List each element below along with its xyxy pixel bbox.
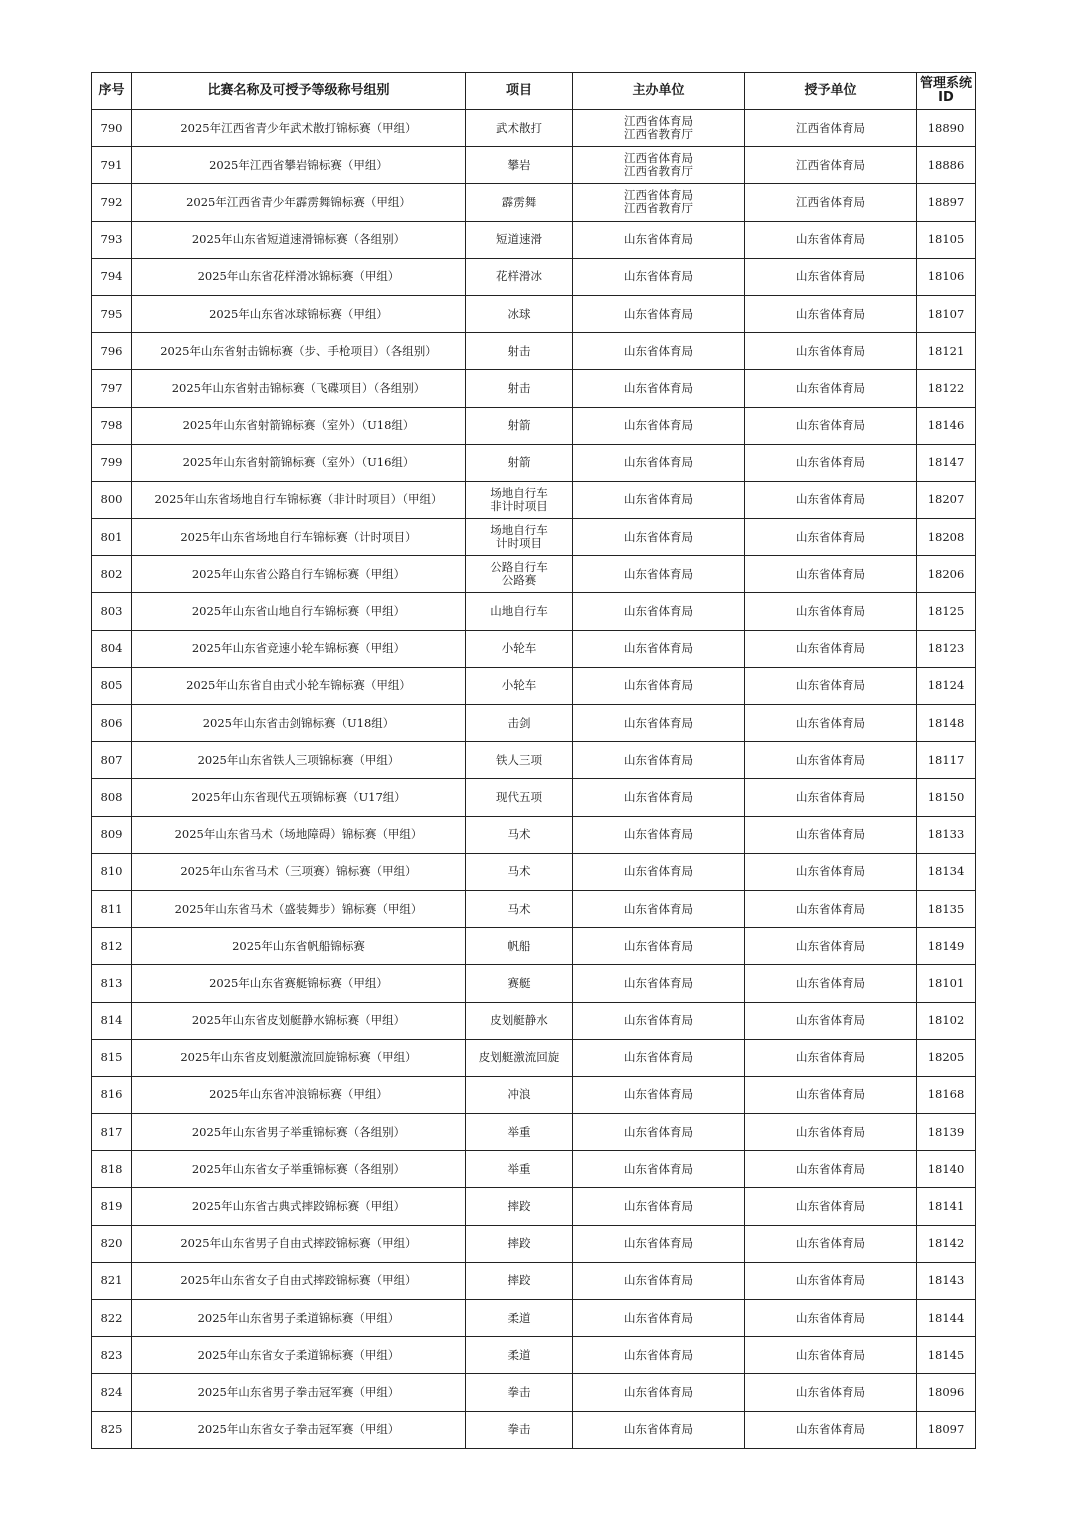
cell-event: 冲浪 xyxy=(466,1076,573,1113)
cell-competition-name: 2025年山东省射箭锦标赛（室外）（U18组） xyxy=(132,407,466,444)
cell-system-id: 18886 xyxy=(917,147,976,184)
cell-organizer: 山东省体育局 xyxy=(573,444,745,481)
cell-grantor: 山东省体育局 xyxy=(745,481,917,518)
cell-event: 射击 xyxy=(466,370,573,407)
cell-grantor: 山东省体育局 xyxy=(745,221,917,258)
cell-system-id: 18117 xyxy=(917,742,976,779)
header-event: 项目 xyxy=(466,73,573,110)
cell-grantor: 山东省体育局 xyxy=(745,742,917,779)
cell-event: 赛艇 xyxy=(466,965,573,1002)
table-row xyxy=(92,1337,976,1374)
cell-organizer: 山东省体育局 xyxy=(573,370,745,407)
cell-system-id: 18106 xyxy=(917,258,976,295)
cell-event: 场地自行车 非计时项目 xyxy=(466,481,573,518)
cell-system-id: 18122 xyxy=(917,370,976,407)
table-row xyxy=(92,333,976,370)
table-row xyxy=(92,1225,976,1262)
cell-grantor: 山东省体育局 xyxy=(745,1225,917,1262)
cell-event: 公路自行车 公路赛 xyxy=(466,556,573,593)
cell-grantor: 山东省体育局 xyxy=(745,370,917,407)
cell-event: 击剑 xyxy=(466,705,573,742)
cell-index: 819 xyxy=(92,1188,132,1225)
table-row xyxy=(92,519,976,556)
cell-competition-name: 2025年山东省马术（三项赛）锦标赛（甲组） xyxy=(132,853,466,890)
table-row xyxy=(92,928,976,965)
cell-system-id: 18134 xyxy=(917,853,976,890)
cell-system-id: 18146 xyxy=(917,407,976,444)
cell-grantor: 山东省体育局 xyxy=(745,705,917,742)
cell-grantor: 山东省体育局 xyxy=(745,630,917,667)
cell-index: 824 xyxy=(92,1374,132,1411)
cell-grantor: 山东省体育局 xyxy=(745,1039,917,1076)
cell-organizer: 江西省体育局 江西省教育厅 xyxy=(573,147,745,184)
table-row xyxy=(92,890,976,927)
cell-competition-name: 2025年山东省击剑锦标赛（U18组） xyxy=(132,705,466,742)
cell-competition-name: 2025年山东省山地自行车锦标赛（甲组） xyxy=(132,593,466,630)
cell-index: 791 xyxy=(92,147,132,184)
cell-grantor: 山东省体育局 xyxy=(745,1374,917,1411)
cell-event: 举重 xyxy=(466,1114,573,1151)
cell-system-id: 18107 xyxy=(917,295,976,332)
cell-organizer: 山东省体育局 xyxy=(573,928,745,965)
cell-system-id: 18207 xyxy=(917,481,976,518)
cell-index: 807 xyxy=(92,742,132,779)
cell-event: 小轮车 xyxy=(466,630,573,667)
cell-organizer: 山东省体育局 xyxy=(573,1262,745,1299)
cell-system-id: 18168 xyxy=(917,1076,976,1113)
table-row xyxy=(92,295,976,332)
cell-index: 815 xyxy=(92,1039,132,1076)
cell-grantor: 山东省体育局 xyxy=(745,444,917,481)
cell-competition-name: 2025年山东省自由式小轮车锦标赛（甲组） xyxy=(132,667,466,704)
table-row xyxy=(92,1151,976,1188)
cell-organizer: 山东省体育局 xyxy=(573,1300,745,1337)
table-row xyxy=(92,853,976,890)
header-index: 序号 xyxy=(92,73,132,110)
table-row xyxy=(92,258,976,295)
cell-index: 822 xyxy=(92,1300,132,1337)
cell-grantor: 山东省体育局 xyxy=(745,333,917,370)
cell-grantor: 山东省体育局 xyxy=(745,258,917,295)
cell-system-id: 18150 xyxy=(917,779,976,816)
cell-competition-name: 2025年山东省女子柔道锦标赛（甲组） xyxy=(132,1337,466,1374)
table-row xyxy=(92,667,976,704)
cell-index: 797 xyxy=(92,370,132,407)
cell-index: 812 xyxy=(92,928,132,965)
cell-competition-name: 2025年山东省赛艇锦标赛（甲组） xyxy=(132,965,466,1002)
cell-organizer: 山东省体育局 xyxy=(573,1411,745,1448)
cell-organizer: 山东省体育局 xyxy=(573,1374,745,1411)
cell-index: 809 xyxy=(92,816,132,853)
cell-grantor: 山东省体育局 xyxy=(745,1262,917,1299)
cell-competition-name: 2025年山东省铁人三项锦标赛（甲组） xyxy=(132,742,466,779)
cell-system-id: 18105 xyxy=(917,221,976,258)
cell-event: 帆船 xyxy=(466,928,573,965)
cell-organizer: 山东省体育局 xyxy=(573,593,745,630)
cell-competition-name: 2025年山东省马术（场地障碍）锦标赛（甲组） xyxy=(132,816,466,853)
cell-event: 场地自行车 计时项目 xyxy=(466,519,573,556)
cell-grantor: 山东省体育局 xyxy=(745,667,917,704)
cell-competition-name: 2025年山东省男子拳击冠军赛（甲组） xyxy=(132,1374,466,1411)
cell-system-id: 18208 xyxy=(917,519,976,556)
cell-grantor: 山东省体育局 xyxy=(745,1300,917,1337)
table-row xyxy=(92,1039,976,1076)
cell-grantor: 山东省体育局 xyxy=(745,1076,917,1113)
table-row xyxy=(92,1374,976,1411)
cell-event: 霹雳舞 xyxy=(466,184,573,221)
cell-index: 823 xyxy=(92,1337,132,1374)
table-row xyxy=(92,221,976,258)
cell-system-id: 18140 xyxy=(917,1151,976,1188)
table-row xyxy=(92,1188,976,1225)
cell-organizer: 江西省体育局 江西省教育厅 xyxy=(573,184,745,221)
cell-event: 柔道 xyxy=(466,1337,573,1374)
table-header xyxy=(92,73,976,110)
cell-organizer: 山东省体育局 xyxy=(573,1151,745,1188)
table-row xyxy=(92,630,976,667)
cell-competition-name: 2025年山东省皮划艇静水锦标赛（甲组） xyxy=(132,1002,466,1039)
table-row xyxy=(92,779,976,816)
cell-system-id: 18139 xyxy=(917,1114,976,1151)
table-row xyxy=(92,1262,976,1299)
cell-index: 793 xyxy=(92,221,132,258)
table-row xyxy=(92,1002,976,1039)
cell-event: 现代五项 xyxy=(466,779,573,816)
cell-system-id: 18123 xyxy=(917,630,976,667)
cell-competition-name: 2025年山东省现代五项锦标赛（U17组） xyxy=(132,779,466,816)
table-row xyxy=(92,1411,976,1448)
cell-index: 816 xyxy=(92,1076,132,1113)
cell-grantor: 山东省体育局 xyxy=(745,519,917,556)
cell-organizer: 山东省体育局 xyxy=(573,705,745,742)
cell-grantor: 山东省体育局 xyxy=(745,1114,917,1151)
cell-organizer: 山东省体育局 xyxy=(573,1076,745,1113)
cell-grantor: 山东省体育局 xyxy=(745,779,917,816)
cell-competition-name: 2025年江西省青少年霹雳舞锦标赛（甲组） xyxy=(132,184,466,221)
table-row xyxy=(92,1114,976,1151)
cell-system-id: 18141 xyxy=(917,1188,976,1225)
cell-competition-name: 2025年山东省场地自行车锦标赛（计时项目） xyxy=(132,519,466,556)
cell-system-id: 18890 xyxy=(917,110,976,147)
cell-index: 798 xyxy=(92,407,132,444)
cell-index: 794 xyxy=(92,258,132,295)
cell-index: 801 xyxy=(92,519,132,556)
header-grantor: 授予单位 xyxy=(745,73,917,110)
cell-system-id: 18149 xyxy=(917,928,976,965)
cell-system-id: 18125 xyxy=(917,593,976,630)
table-row xyxy=(92,147,976,184)
table-row xyxy=(92,481,976,518)
cell-grantor: 山东省体育局 xyxy=(745,965,917,1002)
cell-competition-name: 2025年山东省公路自行车锦标赛（甲组） xyxy=(132,556,466,593)
cell-competition-name: 2025年山东省射箭锦标赛（室外）（U16组） xyxy=(132,444,466,481)
cell-organizer: 山东省体育局 xyxy=(573,1337,745,1374)
cell-system-id: 18205 xyxy=(917,1039,976,1076)
cell-organizer: 山东省体育局 xyxy=(573,1039,745,1076)
cell-competition-name: 2025年江西省青少年武术散打锦标赛（甲组） xyxy=(132,110,466,147)
cell-event: 射击 xyxy=(466,333,573,370)
cell-grantor: 山东省体育局 xyxy=(745,1411,917,1448)
cell-competition-name: 2025年山东省花样滑冰锦标赛（甲组） xyxy=(132,258,466,295)
cell-organizer: 山东省体育局 xyxy=(573,816,745,853)
cell-grantor: 山东省体育局 xyxy=(745,1337,917,1374)
cell-competition-name: 2025年山东省冲浪锦标赛（甲组） xyxy=(132,1076,466,1113)
cell-system-id: 18148 xyxy=(917,705,976,742)
cell-index: 799 xyxy=(92,444,132,481)
table-row xyxy=(92,407,976,444)
cell-competition-name: 2025年山东省女子举重锦标赛（各组别） xyxy=(132,1151,466,1188)
cell-system-id: 18144 xyxy=(917,1300,976,1337)
cell-competition-name: 2025年山东省男子自由式摔跤锦标赛（甲组） xyxy=(132,1225,466,1262)
cell-event: 射箭 xyxy=(466,407,573,444)
cell-competition-name: 2025年江西省攀岩锦标赛（甲组） xyxy=(132,147,466,184)
header-organizer: 主办单位 xyxy=(573,73,745,110)
cell-grantor: 江西省体育局 xyxy=(745,110,917,147)
cell-competition-name: 2025年山东省女子自由式摔跤锦标赛（甲组） xyxy=(132,1262,466,1299)
cell-system-id: 18142 xyxy=(917,1225,976,1262)
cell-organizer: 山东省体育局 xyxy=(573,1188,745,1225)
cell-event: 冰球 xyxy=(466,295,573,332)
cell-event: 攀岩 xyxy=(466,147,573,184)
cell-organizer: 山东省体育局 xyxy=(573,221,745,258)
cell-organizer: 山东省体育局 xyxy=(573,965,745,1002)
table-row xyxy=(92,816,976,853)
header-system-id: 管理系统 ID xyxy=(917,73,976,110)
cell-competition-name: 2025年山东省男子柔道锦标赛（甲组） xyxy=(132,1300,466,1337)
cell-grantor: 山东省体育局 xyxy=(745,853,917,890)
cell-index: 818 xyxy=(92,1151,132,1188)
cell-competition-name: 2025年山东省帆船锦标赛 xyxy=(132,928,466,965)
cell-organizer: 山东省体育局 xyxy=(573,1225,745,1262)
cell-event: 拳击 xyxy=(466,1411,573,1448)
table-row xyxy=(92,110,976,147)
cell-event: 花样滑冰 xyxy=(466,258,573,295)
header-competition-name: 比赛名称及可授予等级称号组别 xyxy=(132,73,466,110)
cell-competition-name: 2025年山东省冰球锦标赛（甲组） xyxy=(132,295,466,332)
cell-index: 790 xyxy=(92,110,132,147)
cell-organizer: 山东省体育局 xyxy=(573,630,745,667)
cell-organizer: 山东省体育局 xyxy=(573,890,745,927)
cell-grantor: 山东省体育局 xyxy=(745,890,917,927)
cell-organizer: 山东省体育局 xyxy=(573,1002,745,1039)
cell-organizer: 山东省体育局 xyxy=(573,295,745,332)
cell-organizer: 山东省体育局 xyxy=(573,853,745,890)
cell-competition-name: 2025年山东省场地自行车锦标赛（非计时项目）（甲组） xyxy=(132,481,466,518)
cell-event: 摔跤 xyxy=(466,1262,573,1299)
cell-competition-name: 2025年山东省古典式摔跤锦标赛（甲组） xyxy=(132,1188,466,1225)
table-row xyxy=(92,965,976,1002)
cell-competition-name: 2025年山东省短道速滑锦标赛（各组别） xyxy=(132,221,466,258)
cell-event: 短道速滑 xyxy=(466,221,573,258)
cell-index: 808 xyxy=(92,779,132,816)
cell-organizer: 山东省体育局 xyxy=(573,519,745,556)
table-row xyxy=(92,742,976,779)
cell-system-id: 18102 xyxy=(917,1002,976,1039)
cell-system-id: 18206 xyxy=(917,556,976,593)
cell-system-id: 18121 xyxy=(917,333,976,370)
cell-system-id: 18143 xyxy=(917,1262,976,1299)
cell-grantor: 江西省体育局 xyxy=(745,147,917,184)
cell-index: 814 xyxy=(92,1002,132,1039)
cell-grantor: 山东省体育局 xyxy=(745,593,917,630)
cell-event: 拳击 xyxy=(466,1374,573,1411)
cell-grantor: 山东省体育局 xyxy=(745,928,917,965)
cell-grantor: 山东省体育局 xyxy=(745,556,917,593)
cell-system-id: 18145 xyxy=(917,1337,976,1374)
cell-system-id: 18101 xyxy=(917,965,976,1002)
cell-event: 皮划艇激流回旋 xyxy=(466,1039,573,1076)
table-row xyxy=(92,444,976,481)
cell-index: 803 xyxy=(92,593,132,630)
cell-system-id: 18147 xyxy=(917,444,976,481)
cell-index: 813 xyxy=(92,965,132,1002)
cell-organizer: 山东省体育局 xyxy=(573,779,745,816)
cell-event: 摔跤 xyxy=(466,1225,573,1262)
cell-competition-name: 2025年山东省竞速小轮车锦标赛（甲组） xyxy=(132,630,466,667)
cell-grantor: 山东省体育局 xyxy=(745,1002,917,1039)
cell-competition-name: 2025年山东省皮划艇激流回旋锦标赛（甲组） xyxy=(132,1039,466,1076)
cell-competition-name: 2025年山东省射击锦标赛（飞碟项目）（各组别） xyxy=(132,370,466,407)
cell-event: 铁人三项 xyxy=(466,742,573,779)
cell-system-id: 18135 xyxy=(917,890,976,927)
cell-index: 802 xyxy=(92,556,132,593)
cell-grantor: 山东省体育局 xyxy=(745,1188,917,1225)
cell-event: 摔跤 xyxy=(466,1188,573,1225)
cell-competition-name: 2025年山东省马术（盛装舞步）锦标赛（甲组） xyxy=(132,890,466,927)
cell-index: 804 xyxy=(92,630,132,667)
cell-grantor: 山东省体育局 xyxy=(745,816,917,853)
cell-grantor: 山东省体育局 xyxy=(745,1151,917,1188)
cell-event: 马术 xyxy=(466,890,573,927)
cell-event: 柔道 xyxy=(466,1300,573,1337)
cell-organizer: 山东省体育局 xyxy=(573,556,745,593)
cell-event: 山地自行车 xyxy=(466,593,573,630)
cell-index: 805 xyxy=(92,667,132,704)
cell-index: 821 xyxy=(92,1262,132,1299)
table-body xyxy=(92,110,976,1449)
cell-organizer: 山东省体育局 xyxy=(573,333,745,370)
cell-grantor: 山东省体育局 xyxy=(745,407,917,444)
cell-organizer: 江西省体育局 江西省教育厅 xyxy=(573,110,745,147)
table-row xyxy=(92,556,976,593)
cell-index: 795 xyxy=(92,295,132,332)
cell-organizer: 山东省体育局 xyxy=(573,407,745,444)
competition-table xyxy=(91,72,976,1449)
cell-event: 武术散打 xyxy=(466,110,573,147)
cell-event: 射箭 xyxy=(466,444,573,481)
cell-system-id: 18097 xyxy=(917,1411,976,1448)
cell-organizer: 山东省体育局 xyxy=(573,742,745,779)
cell-index: 825 xyxy=(92,1411,132,1448)
cell-system-id: 18124 xyxy=(917,667,976,704)
cell-organizer: 山东省体育局 xyxy=(573,481,745,518)
header-row xyxy=(92,73,976,110)
cell-system-id: 18897 xyxy=(917,184,976,221)
cell-competition-name: 2025年山东省男子举重锦标赛（各组别） xyxy=(132,1114,466,1151)
cell-event: 举重 xyxy=(466,1151,573,1188)
cell-index: 810 xyxy=(92,853,132,890)
table-row xyxy=(92,370,976,407)
cell-index: 796 xyxy=(92,333,132,370)
cell-index: 792 xyxy=(92,184,132,221)
cell-event: 皮划艇静水 xyxy=(466,1002,573,1039)
table-row xyxy=(92,1076,976,1113)
cell-index: 817 xyxy=(92,1114,132,1151)
cell-event: 马术 xyxy=(466,816,573,853)
cell-competition-name: 2025年山东省射击锦标赛（步、手枪项目）（各组别） xyxy=(132,333,466,370)
cell-competition-name: 2025年山东省女子拳击冠军赛（甲组） xyxy=(132,1411,466,1448)
cell-system-id: 18133 xyxy=(917,816,976,853)
cell-index: 820 xyxy=(92,1225,132,1262)
table-row xyxy=(92,593,976,630)
cell-grantor: 江西省体育局 xyxy=(745,184,917,221)
cell-organizer: 山东省体育局 xyxy=(573,1114,745,1151)
cell-index: 806 xyxy=(92,705,132,742)
cell-organizer: 山东省体育局 xyxy=(573,667,745,704)
cell-event: 马术 xyxy=(466,853,573,890)
cell-index: 811 xyxy=(92,890,132,927)
cell-organizer: 山东省体育局 xyxy=(573,258,745,295)
table-row xyxy=(92,184,976,221)
cell-system-id: 18096 xyxy=(917,1374,976,1411)
cell-index: 800 xyxy=(92,481,132,518)
table-row xyxy=(92,1300,976,1337)
cell-event: 小轮车 xyxy=(466,667,573,704)
table-row xyxy=(92,705,976,742)
cell-grantor: 山东省体育局 xyxy=(745,295,917,332)
